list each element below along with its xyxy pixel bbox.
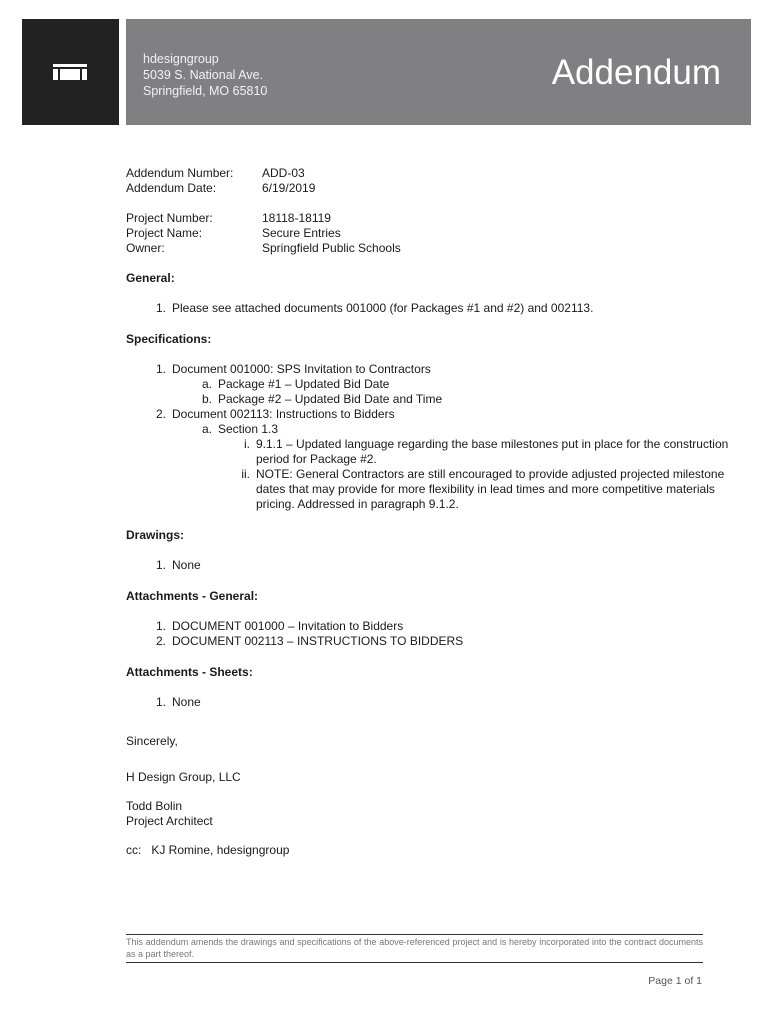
section-heading-drawings: Drawings:: [126, 528, 185, 542]
document-title: Addendum: [551, 53, 721, 92]
section-heading-specifications: Specifications:: [126, 332, 212, 346]
list-number: 1.: [155, 558, 166, 572]
list-item: [126, 362, 751, 377]
document-body: [126, 166, 751, 858]
list-subitem: [126, 422, 751, 437]
list-text: Please see attached documents 001000 (for Packages #1 and #2) and 002113.: [172, 301, 594, 315]
info-value: 18118-18119: [262, 211, 331, 225]
list-item: [126, 301, 751, 316]
salutation: Sincerely,: [126, 734, 178, 748]
section-heading-attachments-general: Attachments - General:: [126, 589, 259, 603]
closing: [126, 734, 751, 858]
list-number: 1.: [155, 362, 166, 376]
info-value: Secure Entries: [262, 226, 341, 240]
list-text: Document 001000: SPS Invitation to Contractors: [172, 362, 431, 376]
address-line-2: Springfield, MO 65810: [143, 84, 268, 98]
list-number: b.: [201, 392, 212, 406]
header-bar: [126, 19, 751, 125]
info-value: 6/19/2019: [262, 181, 316, 195]
info-row-project-name: [126, 226, 751, 241]
list-text: DOCUMENT 002113 – INSTRUCTIONS TO BIDDERS: [172, 634, 464, 648]
info-row-addendum-number: [126, 166, 751, 181]
attachments-sheets-list: [126, 695, 751, 710]
drawings-list: [126, 558, 751, 573]
list-subitem: [126, 392, 751, 407]
attachments-general-list: [126, 619, 751, 649]
info-row-owner: [126, 241, 751, 256]
info-value: ADD-03: [262, 166, 305, 180]
info-label: Project Name:: [126, 226, 203, 240]
list-number: 2.: [155, 634, 166, 648]
hdesigngroup-logo-icon: [53, 64, 87, 80]
footer-note: This addendum amends the drawings and specifications of the above-referenced project and is hereby incorporated into the contract documents as a part thereof.: [126, 934, 703, 963]
list-text: DOCUMENT 001000 – Invitation to Bidders: [172, 619, 404, 633]
list-text: Package #1 – Updated Bid Date: [218, 377, 390, 391]
list-number: a.: [201, 377, 212, 391]
specifications-list: [126, 362, 751, 512]
section-heading-general: General:: [126, 271, 175, 285]
list-text: Package #2 – Updated Bid Date and Time: [218, 392, 443, 406]
company-name: hdesigngroup: [143, 52, 219, 66]
list-text: Section 1.3: [218, 422, 279, 436]
info-label: Addendum Date:: [126, 181, 217, 195]
list-item: [126, 407, 751, 422]
list-text: 9.1.1 – Updated language regarding the base milestones put in place for the construction period for Package #2.: [256, 437, 729, 466]
signer-name: Todd Bolin: [126, 799, 183, 813]
info-row-addendum-date: [126, 181, 751, 196]
list-subsubitem: [126, 437, 751, 467]
info-row-project-number: [126, 211, 751, 226]
list-number: 1.: [155, 619, 166, 633]
list-subitem: [126, 377, 751, 392]
section-heading-attachments-sheets: Attachments - Sheets:: [126, 665, 253, 679]
info-value: Springfield Public Schools: [262, 241, 401, 255]
list-item: [126, 619, 751, 634]
list-number: ii.: [241, 467, 250, 481]
list-number: 1.: [155, 301, 166, 315]
company-address: [143, 51, 267, 99]
list-text: None: [172, 695, 201, 709]
info-label: Project Number:: [126, 211, 213, 225]
list-text: NOTE: General Contractors are still encouraged to provide adjusted projected milestone dates that may provide for more flexibility in lead times and more competitive materials pricing. Addressed in paragraph 9.1.2.: [256, 467, 725, 511]
list-item: [126, 558, 751, 573]
list-text: None: [172, 558, 201, 572]
list-item: [126, 634, 751, 649]
list-item: [126, 695, 751, 710]
list-number: i.: [244, 437, 250, 451]
list-subsubitem: [126, 467, 751, 512]
list-number: 1.: [155, 695, 166, 709]
signer-title: Project Architect: [126, 814, 213, 828]
list-text: Document 002113: Instructions to Bidders: [172, 407, 395, 421]
page-number: Page 1 of 1: [648, 975, 702, 987]
list-number: a.: [201, 422, 212, 436]
firm-name: H Design Group, LLC: [126, 770, 241, 784]
info-label: Owner:: [126, 241, 165, 255]
cc-line: cc: KJ Romine, hdesigngroup: [126, 843, 290, 857]
info-label: Addendum Number:: [126, 166, 234, 180]
address-line-1: 5039 S. National Ave.: [143, 68, 263, 82]
general-list: [126, 301, 751, 316]
list-number: 2.: [155, 407, 166, 421]
